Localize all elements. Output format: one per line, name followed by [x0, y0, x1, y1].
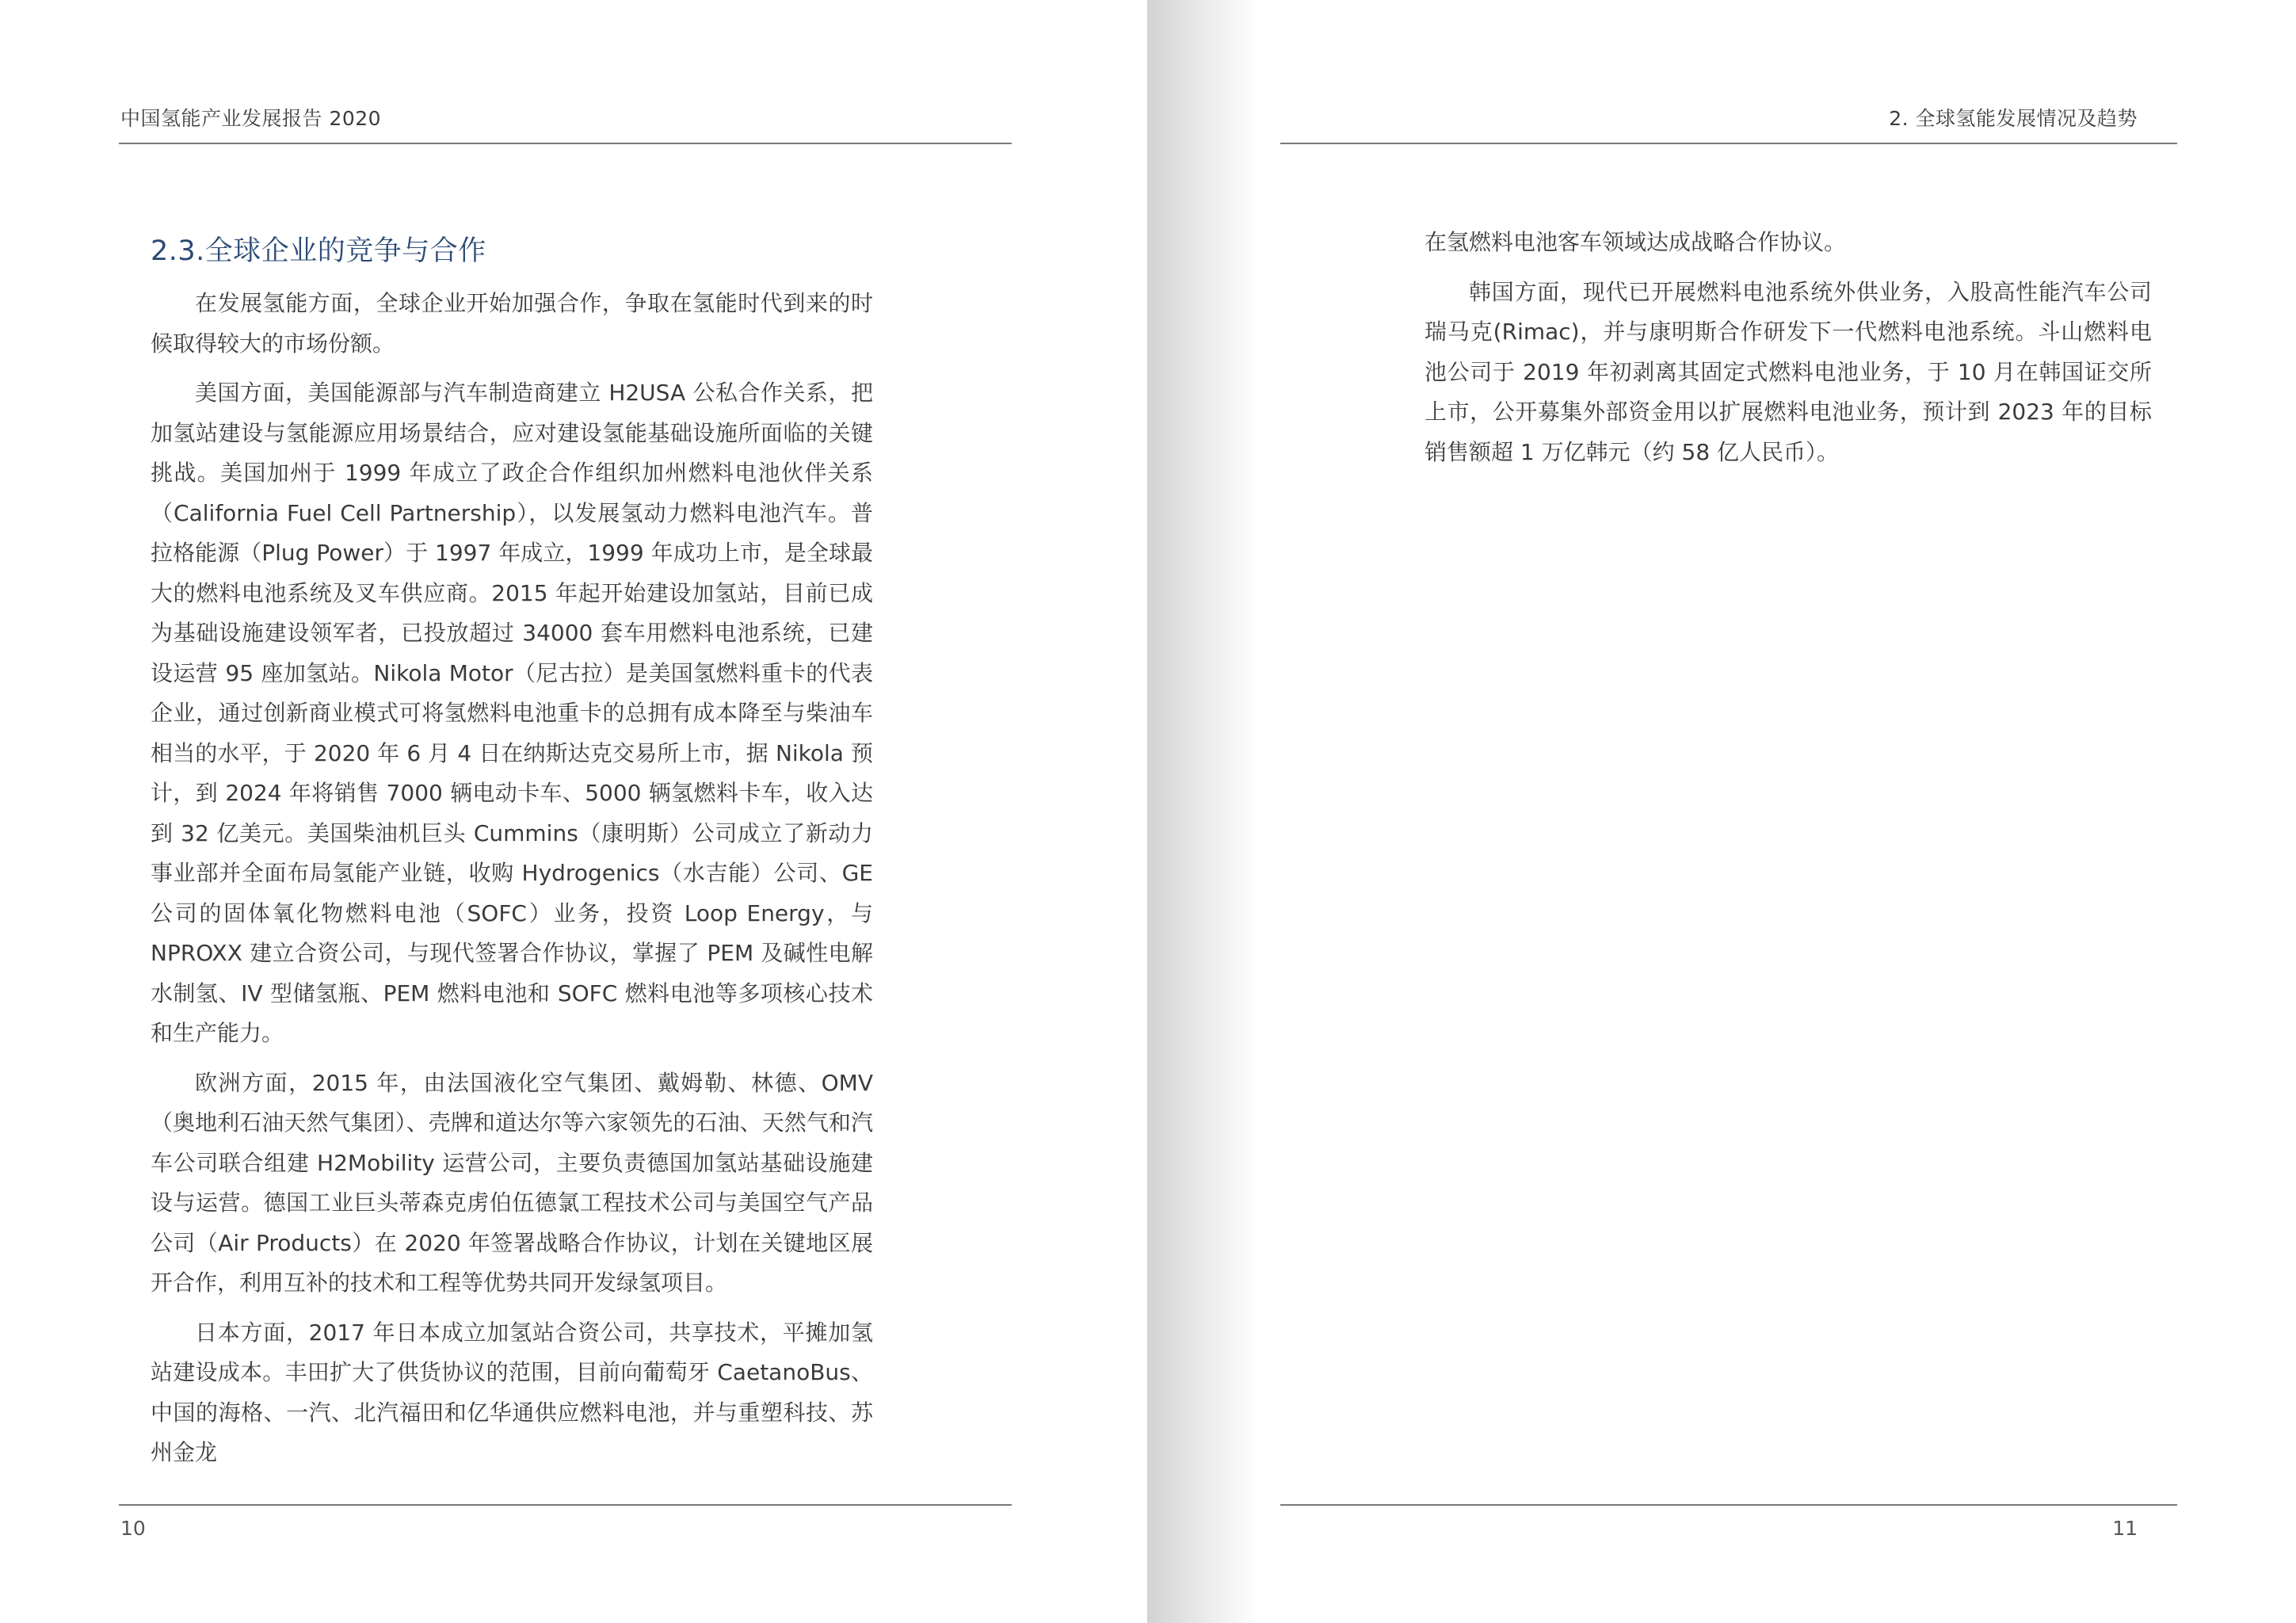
right-text-column [1425, 223, 2152, 482]
footer-rule-left [119, 1504, 1012, 1506]
right-page [1147, 0, 2296, 1623]
paragraph-usa: 美国方面，美国能源部与汽车制造商建立 H2USA 公私合作关系，把加氢站建设与氢能源应用场景结合，应对建设氢能基础设施所面临的关键挑战。美国加州于 1999 年成立了政企合作组织加州燃料电池伙伴关系（California Fuel Cell Partnership），以发展氢动力燃料电池汽车。普拉格能源（Plug Power）于 1997 年成立，1999 年成功上市，是全球最大的燃料电池系统及叉车供应商。2015 年起开始建设加氢站，目前已成为基础设施建设领军者，已投放超过 34000 套车用燃料电池系统，已建设运营 95 座加氢站。Nikola Motor（尼古拉）是美国氢燃料重卡的代表企业，通过创新商业模式可将氢燃料电池重卡的总拥有成本降至与柴油车相当的水平，于 2020 年 6 月 4 日在纳斯达克交易所上市，据 Nikola 预计，到 2024 年将销售 7000 辆电动卡车、5000 辆氢燃料卡车，收入达到 32 亿美元。美国柴油机巨头 Cummins（康明斯）公司成立了新动力事业部并全面布局氢能产业链，收购 Hydrogenics（水吉能）公司、GE 公司的固体氧化物燃料电池（SOFC）业务，投资 Loop Energy，与 NPROXX 建立合资公司，与现代签署合作协议，掌握了 PEM 及碱性电解水制氢、IV 型储氢瓶、PEM 燃料电池和 SOFC 燃料电池等多项核心技术和生产能力。 [151, 380, 873, 1046]
left-text-column [151, 228, 873, 1483]
page-number-right: 11 [2112, 1517, 2138, 1540]
header-rule-left [119, 143, 1012, 144]
header-rule-right [1280, 143, 2177, 144]
paragraph-korea: 韩国方面，现代已开展燃料电池系统外供业务，入股高性能汽车公司瑞马克(Rimac)，并与康明斯合作研发下一代燃料电池系统。斗山燃料电池公司于 2019 年初剥离其固定式燃料电池业务，于 10 月在韩国证交所上市，公开募集外部资金用以扩展燃料电池业务，预计到 2023 年的目标销售额超 1 万亿韩元（约 58 亿人民币）。 [1425, 278, 2152, 465]
running-head-right: 2. 全球氢能发展情况及趋势 [1889, 107, 2138, 130]
running-head-left: 中国氢能产业发展报告 2020 [120, 107, 382, 130]
section-title: 2.3.全球企业的竞争与合作 [151, 235, 486, 267]
page-number-left: 10 [120, 1517, 146, 1540]
paragraph-japan-continued: 在氢燃料电池客车领域达成战略合作协议。 [1425, 229, 1847, 255]
paragraph-europe: 欧洲方面，2015 年，由法国液化空气集团、戴姆勒、林德、OMV（奥地利石油天然气集团）、壳牌和道达尔等六家领先的石油、天然气和汽车公司联合组建 H2Mobility 运营公司，主要负责德国加氢站基础设施建设与运营。德国工业巨头蒂森克虏伯伍德氯工程技术公司与美国空气产品公司（Air Products）在 2020 年签署战略合作协议，计划在关键地区展开合作，利用互补的技术和工程等优势共同开发绿氢项目。 [151, 1069, 873, 1296]
paragraph-japan: 日本方面，2017 年日本成立加氢站合资公司，共享技术，平摊加氢站建设成本。丰田扩大了供货协议的范围，目前向葡萄牙 CaetanoBus、中国的海格、一汽、北汽福田和亿华通供应燃料电池，并与重塑科技、苏州金龙 [151, 1319, 873, 1465]
gutter-shadow [1147, 0, 1258, 1623]
footer-rule-right [1280, 1504, 2177, 1506]
paragraph-intro: 在发展氢能方面，全球企业开始加强合作，争取在氢能时代到来的时候取得较大的市场份额。 [151, 290, 873, 357]
left-page [0, 0, 1147, 1623]
